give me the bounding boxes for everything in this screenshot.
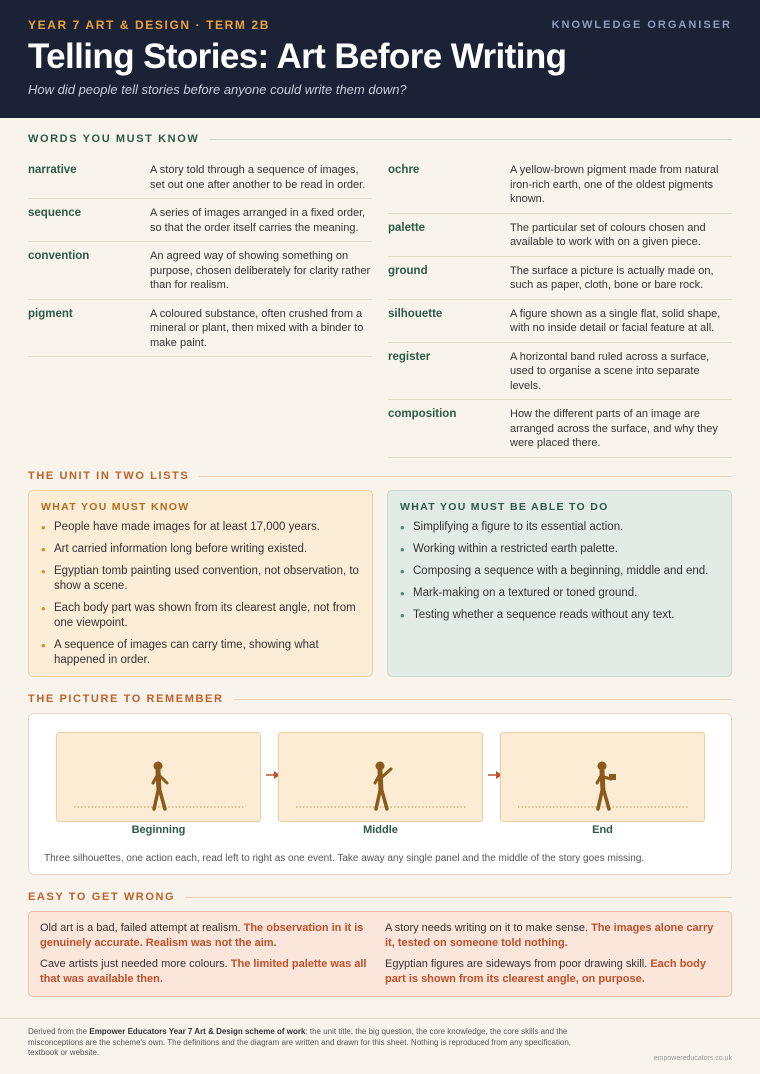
- list-item: • Composing a sequence with a beginning, middle and end.: [400, 564, 719, 579]
- glossary-row: [388, 214, 732, 257]
- footer-post: : the unit title, the big question, the core knowledge, the core skills and the misconceptions are the scheme's own. The definitions and the diagram are written and drawn for this sheet. Nothing is reproduced from any specification, textbook or website.: [28, 1027, 571, 1057]
- misconception-wrong: Cave artists just needed more colours.: [40, 958, 228, 970]
- glossary-definition: How the different parts of an image are arranged across the surface, and why they were placed there.: [510, 408, 718, 449]
- list-item: • Each body part was shown from its clearest angle, not from one viewpoint.: [41, 601, 360, 631]
- glossary-column-left: [28, 156, 372, 458]
- misconceptions-section: [28, 891, 732, 997]
- glossary-heading-text: WORDS YOU MUST KNOW: [28, 133, 200, 145]
- list-item: • Simplifying a figure to its essential action.: [400, 520, 719, 535]
- misconceptions-box: [28, 911, 732, 997]
- footer-source: Empower Educators Year 7 Art & Design scheme of work: [89, 1027, 306, 1036]
- know-list: [41, 520, 360, 668]
- glossary-definition: A yellow-brown pigment made from natural iron-rich earth, one of the oldest pigments known.: [510, 164, 719, 205]
- misconception-fix: Each body part is shown from its clearest angle, on purpose.: [385, 958, 706, 985]
- lists-section: [28, 470, 732, 677]
- glossary-row: [388, 400, 732, 458]
- list-item: • Mark-making on a textured or toned ground.: [400, 586, 719, 601]
- misconception-item: [40, 921, 375, 951]
- glossary-definition: A story told through a sequence of images, set out one after another to be read in order.: [150, 164, 366, 191]
- glossary-row: [388, 156, 732, 214]
- glossary-row: [388, 343, 732, 401]
- misconception-fix: The images alone carry it, tested on someone told nothing.: [385, 922, 714, 949]
- misconception-wrong: A story needs writing on it to make sense.: [385, 922, 588, 934]
- glossary-section: [28, 133, 732, 458]
- big-question: How did people tell stories before anyone could write them down?: [28, 82, 407, 97]
- divider: [234, 699, 733, 700]
- footer-pre: Derived from the: [28, 1027, 90, 1036]
- misconception-item: [40, 957, 375, 987]
- footer: [0, 1018, 760, 1074]
- divider: [209, 139, 732, 140]
- glossary-term: palette: [388, 221, 426, 234]
- glossary-term: ochre: [388, 164, 420, 176]
- glossary-definition: A horizontal band ruled across a surface, used to organise a scene into separate levels.: [510, 350, 710, 392]
- glossary-column-right: [388, 156, 732, 458]
- glossary-term: sequence: [28, 207, 82, 219]
- do-box: [387, 490, 732, 677]
- diagram-heading: [28, 693, 732, 705]
- document-type: KNOWLEDGE ORGANISER: [551, 19, 732, 31]
- course-eyebrow: YEAR 7 ART & DESIGN · TERM 2B: [28, 18, 270, 32]
- misconceptions-heading: [28, 891, 732, 903]
- lists-heading: [28, 470, 732, 482]
- glossary-heading: [28, 133, 732, 145]
- panel-label: End: [592, 824, 613, 836]
- misconceptions-column-right: [385, 921, 720, 987]
- silhouette-standing-icon: [57, 733, 262, 823]
- misconception-fix: The observation in it is genuinely accurate. Realism was not the aim.: [40, 922, 364, 949]
- list-item: • Art carried information long before writing existed.: [41, 542, 360, 557]
- glossary-term: silhouette: [388, 307, 443, 320]
- glossary-row: [28, 199, 372, 242]
- diagram-caption: Three silhouettes, one action each, read left to right as one event. Take away any single panel and the middle of the story goes missing.: [44, 853, 645, 864]
- do-title: WHAT YOU MUST BE ABLE TO DO: [400, 501, 609, 513]
- diagram-section: [28, 693, 732, 875]
- glossary-row: [388, 257, 732, 300]
- misconception-wrong: Old art is a bad, failed attempt at realism.: [40, 922, 241, 934]
- glossary-term: narrative: [28, 164, 77, 176]
- glossary-row: [28, 300, 372, 358]
- glossary-term: ground: [388, 264, 428, 277]
- divider: [199, 476, 732, 477]
- footer-url: empowereducators.co.uk: [653, 1055, 732, 1062]
- list-item: • Testing whether a sequence reads without any text.: [400, 608, 719, 623]
- list-item: • People have made images for at least 17,000 years.: [41, 520, 360, 535]
- glossary-row: [28, 242, 372, 300]
- panel-beginning: [56, 732, 261, 822]
- do-list: [400, 520, 719, 623]
- misconception-item: [385, 921, 720, 951]
- list-item: • A sequence of images can carry time, showing what happened in order.: [41, 638, 360, 668]
- divider: [185, 897, 732, 898]
- misconception-wrong: Egyptian figures are sideways from poor drawing skill.: [385, 958, 648, 970]
- glossary-definition: An agreed way of showing something on purpose, chosen deliberately for clarity rather than for realism.: [150, 250, 371, 291]
- misconception-fix: The limited palette was all that was available then.: [40, 958, 367, 985]
- list-item: • Egyptian tomb painting used convention, not observation, to show a scene.: [41, 564, 360, 594]
- glossary-definition: The particular set of colours chosen and available to work with on a given piece.: [510, 221, 706, 248]
- glossary-term: register: [388, 350, 431, 363]
- footer-attribution: [28, 1027, 588, 1059]
- lists-heading-text: THE UNIT IN TWO LISTS: [28, 470, 190, 482]
- panel-label: Middle: [363, 824, 398, 836]
- misconception-item: [385, 957, 720, 987]
- lists-row: [28, 490, 732, 677]
- silhouette-holding-icon: [501, 733, 706, 823]
- glossary-table: [28, 156, 732, 458]
- panel-end: [500, 732, 705, 822]
- glossary-term: pigment: [28, 307, 73, 320]
- misconceptions-heading-text: EASY TO GET WRONG: [28, 891, 176, 903]
- misconceptions-column-left: [40, 921, 375, 987]
- panel-middle: [278, 732, 483, 822]
- glossary-definition: A coloured substance, often crushed from a mineral or plant, then mixed with a binder to make paint.: [150, 307, 364, 349]
- glossary-row: [388, 300, 732, 343]
- glossary-definition: A series of images arranged in a fixed order, so that the order itself carries the meaning.: [150, 207, 366, 234]
- know-box: [28, 490, 373, 677]
- diagram-heading-text: THE PICTURE TO REMEMBER: [28, 693, 224, 705]
- glossary-definition: A figure shown as a single flat, solid shape, with no inside detail or facial feature at all.: [510, 307, 721, 334]
- header: [0, 0, 760, 118]
- glossary-definition: The surface a picture is actually made on, such as paper, cloth, bone or bare rock.: [510, 264, 714, 291]
- page-title: Telling Stories: Art Before Writing: [28, 37, 567, 76]
- list-item: • Working within a restricted earth palette.: [400, 542, 719, 557]
- glossary-row: [28, 156, 372, 199]
- silhouette-lifting-icon: [279, 733, 484, 823]
- glossary-term: convention: [28, 250, 90, 262]
- diagram-box: [28, 713, 732, 875]
- glossary-term: composition: [388, 408, 457, 420]
- panel-label: Beginning: [131, 824, 186, 836]
- know-title: WHAT YOU MUST KNOW: [41, 501, 190, 513]
